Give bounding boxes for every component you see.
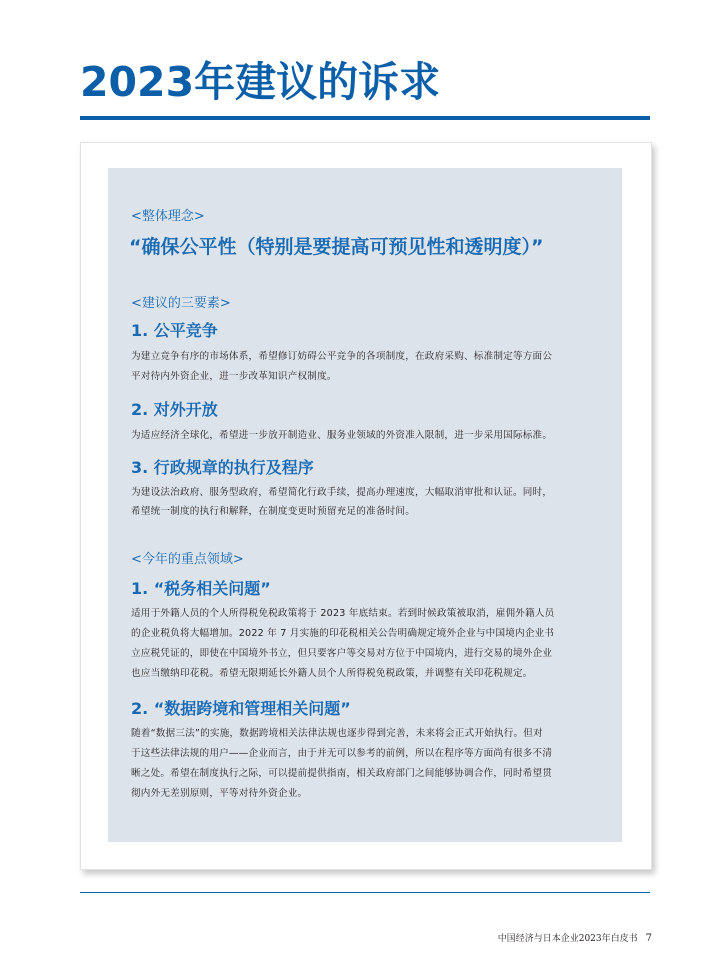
element-title: 1. 公平竞争 xyxy=(131,321,218,340)
focus-body-line: 也应当缴纳印花税。希望无限期延长外籍人员个人所得税免税政策，并调整有关印花税规定。 xyxy=(131,668,533,679)
focus-body-line: 于这些法律法规的用户——企业而言，由于并无可以参考的前例，所以在程序等方面尚有很多不清 xyxy=(131,748,553,759)
element-title: 3. 行政规章的执行及程序 xyxy=(131,458,314,477)
element-title: 2. 对外开放 xyxy=(131,400,218,419)
page-number: 7 xyxy=(645,933,652,944)
focus-body-line: 立应税凭证的，即使在中国境外书立，但只要客户等交易对方位于中国境内，进行交易的境外企业 xyxy=(131,648,553,659)
title-divider xyxy=(80,116,650,120)
philosophy-label: <整体理念> xyxy=(131,209,205,224)
element-body-line: 为建立竞争有序的市场体系，希望修订妨碍公平竞争的各项制度，在政府采购、标准制定等方面公 xyxy=(131,351,553,362)
focus-title: 1. “税务相关问题” xyxy=(131,579,271,598)
element-body-line: 希望统一制度的执行和解释，在制度变更时预留充足的准备时间。 xyxy=(131,506,416,517)
footer xyxy=(498,933,652,945)
focus-body-line: 随着“数据三法”的实施，数据跨境相关法律法规也逐步得到完善，未来将会正式开始执行。但对 xyxy=(131,728,543,739)
philosophy-headline: “确保公平性（特别是要提高可预见性和透明度）” xyxy=(129,236,544,258)
element-body-line: 平对待内外资企业，进一步改革知识产权制度。 xyxy=(131,371,337,382)
elements-label: <建议的三要素> xyxy=(131,296,231,311)
footer-divider xyxy=(80,892,650,893)
element-body-line: 为建设法治政府、服务型政府，希望简化行政手续，提高办理速度，大幅取消审批和认证。同时， xyxy=(131,487,553,498)
focus-label: <今年的重点领域> xyxy=(131,552,244,567)
page-title: 2023年建议的诉求 xyxy=(80,58,441,106)
element-body-line: 为适应经济全球化，希望进一步放开制造业、服务业领域的外资准入限制，进一步采用国际标准。 xyxy=(131,430,553,441)
focus-body-line: 晰之处。希望在制度执行之际，可以提前提供指南，相关政府部门之间能够协调合作，同时希望贯 xyxy=(131,768,553,779)
focus-body-line: 适用于外籍人员的个人所得税免税政策将于 2023 年底结束。若到时候政策被取消，雇佣外籍人员 xyxy=(131,608,555,619)
publication-name: 中国经济与日本企业2023年白皮书 xyxy=(497,934,638,944)
focus-body-line: 彻内外无差别原则，平等对待外资企业。 xyxy=(131,788,308,799)
focus-body-line: 的企业税负将大幅增加。2022 年 7 月实施的印花税相关公告明确规定境外企业与中国境内企业书 xyxy=(131,628,555,639)
focus-title: 2. “数据跨境和管理相关问题” xyxy=(131,699,351,718)
